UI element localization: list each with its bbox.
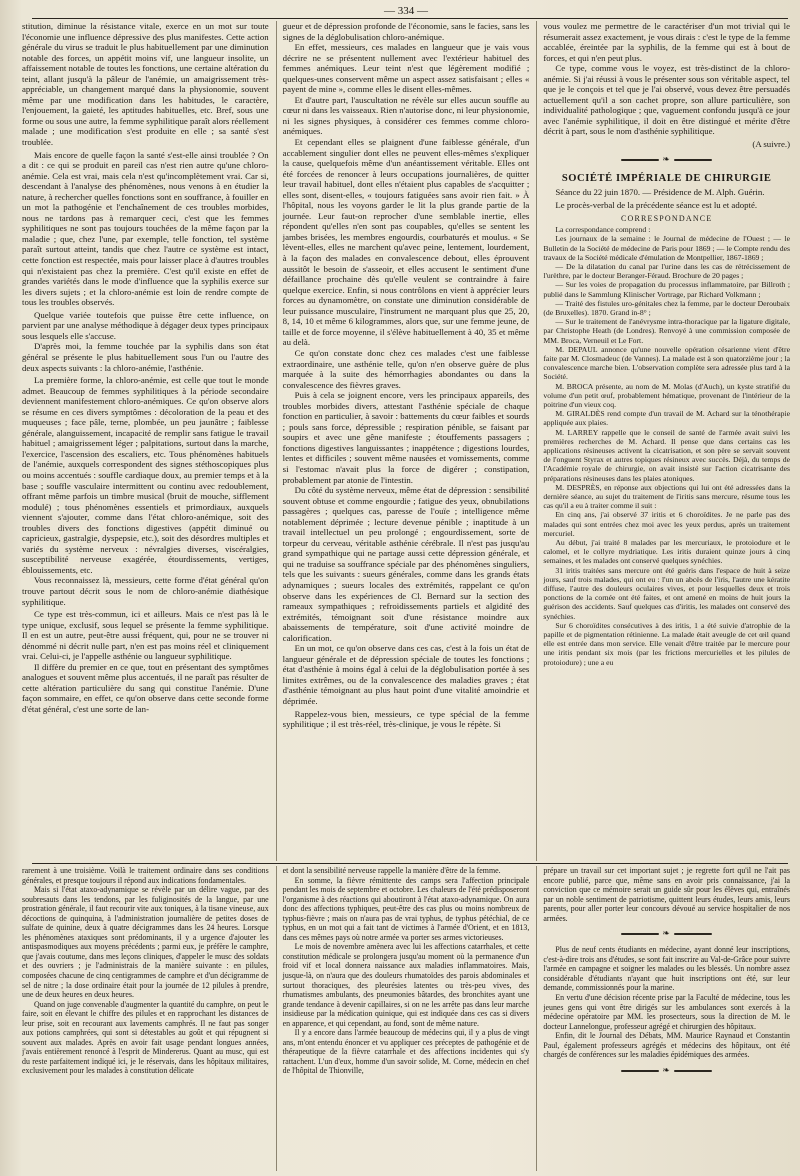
- ornament-icon: ❧: [662, 1065, 671, 1076]
- ornament-icon: ❧: [662, 155, 671, 166]
- section-divider: [543, 1064, 790, 1078]
- paragraph: vous voulez me permettre de le caractériser d'un mot trivial qui le résumerait assez exactement, je vous dirais : c'est le type de la femme accablée, éreintée par la syphilis, de la femme qui est à bout de forces, et qui n'en peut plus.: [543, 21, 791, 63]
- minutes-line: Le procès-verbal de la précédente séance est lu et adopté.: [555, 199, 758, 210]
- paragraph: Ce type est très-commun, ici et ailleurs. Mais ce n'est pas là le type unique, exclusif, sous lequel se présente la femme syphilitique. Il en est un autre, peut-être aussi fréquent, qui, pour ne se trouver ni dénommé ni décrit nulle part, n'en est pas moins réel et cliniquement vrai. Celui-ci, je l'appelle asthénie ou langueur syphilitique.: [22, 609, 269, 662]
- correspondence-item: — Traité des fistules uro-génitales chez la femme, par le docteur Deroubaix (de Bruxelles). 1870. Grand in-8° ;: [543, 298, 791, 317]
- paragraph: Plus de neuf cents étudiants en médecine, ayant donné leur inscriptions, c'est-à-dire trois ans d'études, se sont fait inscrire au Val-de-Grâce pour suivre l'armée en campagne et soigner les malades ou les blessés. Un nombre assez considérable d'étudiants n'ayant que huit inscriptions ont été, sur leur demande, commissionnés pour la marine.: [543, 945, 791, 993]
- paragraph: Il diffère du premier en ce que, tout en présentant des symptômes analogues et souvent même plus accentués, il ne paraît pas résulter de cette altération particulière du sang qui constitue l'anémie. D'une façon sommaire, en effet, ce qu'on observe dans cette seconde forme d'état général, c'est une sorte de lan-: [22, 661, 269, 714]
- paragraph: D'après moi, la femme touchée par la syphilis dans son état général se présente le plus habituellement sous l'un ou l'autre des deux aspects suivants : la chloro-anémie, l'asthénie.: [22, 341, 269, 373]
- bottom-section: [22, 866, 790, 1171]
- paragraph: En vertu d'une décision récente prise par la Faculté de médecine, tous les jeunes gens qui vont être dirigés sur les ambulances sont exercés à la médecine opératoire par MM. les prosecteurs, sous la direction de M. le docteur Lannelongue, professeur agrégé et chirurgien des hôpitaux.: [543, 993, 791, 1031]
- correspondence-item: Les journaux de la semaine : le Journal de médecine de l'Ouest ; — le Bulletin de la Société de médecine de Paris pour 1869 ; — le Compte rendu des travaux de la Société médicale d'émulation de Montpellier, 1867-1869 ;: [543, 234, 791, 262]
- society-title: SOCIÉTÉ IMPÉRIALE DE CHIRURGIE: [561, 173, 772, 185]
- paragraph: et dont la sensibilité nerveuse rappelle la manière d'être de la femme.: [282, 866, 501, 875]
- column-left: [22, 21, 269, 861]
- ornament-icon: ❧: [662, 929, 671, 940]
- correspondence-item: 31 iritis traitées sans mercure ont été guéris dans l'espace de huit à seize jours, sauf trois malades, qui ont eu : l'un un abcès de l'iris, l'autre une kératite diffuse, l'autre des douleurs oculaires vives, et pour lesquelles deux et trois ponctions de la cornée ont été faites, et ont amené en moins de huit jours la guérison des accidents. Sauf quelques cas d'iritis, les malades ont conservé des synéchies.: [543, 565, 791, 621]
- paragraph: gueur et de dépression profonde de l'économie, sans le facies, sans les signes de la déglobulisation chloro-anémique.: [282, 21, 530, 42]
- correspondence-heading: CORRESPONDANCE: [620, 214, 713, 224]
- correspondence-item: M. DESPRÈS, en réponse aux objections qui lui ont été adressées dans la dernière séance, au sujet du traitement de l'iritis sans mercure, résume tous les cas qu'il a eu à traiter comme il suit :: [543, 482, 791, 511]
- paragraph: Il y a encore dans l'armée beaucoup de médecins qui, il y a plus de vingt ans, m'ont entendu énoncer et vu appliquer ces préceptes de pathogénie et de thérapeutique de la fièvre catarrhale et des affections incidentes qui s'y rattachent. L'un d'eux, homme d'un savoir solide, M. Corne, médecin en chef de l'hôpital de Thionville,: [282, 1028, 530, 1076]
- paragraph: Rappelez-vous bien, messieurs, ce type spécial de la femme syphilitique ; il est très-réel, très-clinique, je vous le répète. Si: [282, 708, 530, 730]
- paragraph: stitution, diminue la résistance vitale, exerce en un mot sur toute l'économie une influence dépressive des plus manifestes. Cette action générale du virus se traduit le plus habituellement par une diminution notable des forces, un appétit moins vif, une langueur insolite, un affaissement notable de toutes les fonctions, une certaine altération du teint, allant jusqu'à la pâleur de l'anémie, un amaigrissement très-appréciable, un changement marqué dans la physionomie, souvent même par une modification dans les habitudes, le caractère, l'enjouement, la gaieté, les aptitudes habituelles, etc. Bref, sous une forme ou sous une autre, la femme syphilitique paraît alors réellement malade ; une modification s'est produite en elle ; sa santé s'est troublée.: [22, 21, 269, 148]
- session-line: Séance du 22 juin 1870. — Présidence de M. Alph. Guérin.: [555, 187, 765, 198]
- paragraph: La première forme, la chloro-anémie, est celle que tout le monde admet. Beaucoup de femmes syphilitiques à la période secondaire deviennent manifestement chloro-anémiques. Ce qu'on observe alors se résume en ces divers symptômes : décoloration de la peau et des muqueuses ; face pâle, terne, plombée, un peu jaunâtre ; faiblesse générale, alanguissement, incapacité de remplir sans fatigue le travail habituel ; amaigrissement léger ; palpitations, surtout dans la marche, l'exercice, l'ascension des escaliers, etc. Tous phénomènes habituels de l'anémie, auxquels correspondent des signes stéthoscopiques plus ou moins accentués : souffle cardiaque doux, au premier temps et à la base ; souffle vasculaire intermittent ou continu avec redoublement, offrant même parfois un timbre musical (bruit de mouche, sifflement modulé) ; tous phénomènes essentiels et primordiaux, auxquels viennent s'ajouter, comme dans l'état chloro-anémique, soit des troubles divers des fonctions digestives (appétit diminué ou capricieux, gastralgie, dyspepsie, etc.), soit des désordres multiples et variés du système nerveux : névralgies diverses, viscéralgies, susceptibilité nerveuse exagérée, étourdissements, vertiges, éblouissements, etc.: [22, 375, 269, 575]
- paragraph: En effet, messieurs, ces malades en langueur que je vais vous décrire ne se présentent nullement avec l'extérieur habituel des femmes anémiques. Leur teint n'est que légèrement modifié ; quelques-unes conservent même un aspect assez satisfaisant ; elles « payent de mine », comme elles le disent elles-mêmes.: [282, 42, 530, 95]
- section-divider: [543, 153, 790, 167]
- correspondence-item: Au début, j'ai traité 8 malades par les mercuriaux, le protoiodure et le calomel, et le collyre mydriatique. Les iritis duraient quinze jours à cinq semaines, et les malades ont conservé quelques synéchies.: [543, 538, 791, 566]
- bottom-column-middle: [276, 866, 530, 1171]
- correspondence-item: La correspondance comprend :: [555, 225, 651, 235]
- paragraph: Quand on juge convenable d'augmenter la quantité du camphre, on peut le faire, soit en élevant le chiffre des pilules et en rapprochant les distances de leur prise, soit en recourant aux lavements camphrés. Il ne faut pas songer aux potions camphrées, qui sont si détestables au goût et qui répugnent si souvent aux malades. Après en avoir fait usage pendant longues années, j'avais entièrement renoncé à l'esprit de Mindererus. Quant au musc, qui est du reste parfaitement indiqué ici, je le réservais, dans les hôpitaux militaires, exclusivement pour les malades à constitution délicate: [22, 999, 269, 1076]
- correspondence-item: — Sur le traitement de l'anévrysme intra-thoracique par la ligature digitale, par Christophe Heath (de Londres). Renvoyé à une commission composée de MM. Broca, Verneuil et Le Fort.: [543, 317, 791, 345]
- paragraph: Ce type, comme vous le voyez, est très-distinct de la chloro-anémie. Si j'ai réussi à vous le présenter sous son véritable aspect, tel que je le conçois et tel que je l'ai observé, vous devez être persuadés actuellement qu'il a son cachet propre, son allure particulière, son individualité pathologique ; que, vaguement confondu jusqu'à ce jour avec l'anémie syphilitique, il doit en être distingué et mérite d'être décrit à part, sous le nom d'asthénie syphilitique.: [543, 63, 791, 137]
- paragraph: En un mot, ce qu'on observe dans ces cas, c'est à la fois un état de langueur générale et de dépression spéciale de toutes les fonctions ; état d'asthénie à moins égal à celui de la déglobulisation portée à ses limites extrêmes, ou de la convalescence des maladies graves ; état d'asthénie témoignant au plus haut point d'une vitalité amoindrie et déprimée.: [282, 643, 530, 706]
- section-divider: [543, 927, 790, 941]
- paragraph: Mais si l'état ataxo-adynamique se révèle par un délire vague, par des soubresauts dans les tendons, par les fuliginosités de la langue, par une prostration générale, il faut recourir vite aux toniques, à la tisane vineuse, aux décoctions de quinquina, à l'administration journalière de petites doses de sulfate de quinine, deux à quatre décigrammes dans les 24 heures. Lorsque les phénomènes ataxiques sont prédominants, il y a urgence d'ajouter les antispasmodiques aux moyens précédents ; parmi eux, je préfère le camphre, que j'avais coutume, dans mes leçons cliniques, d'appeler le musc des soldats et des ouvriers ; je l'administrais de la manière suivante : en pilules, composées chacune de cinq centigrammes de camphre et d'un décigramme de sel de nitre ; la dose ordinaire était pour la journée de 12 pilules à prendre, une de deux heures en deux heures.: [22, 885, 269, 1000]
- paragraph: Du côté du système nerveux, même état de dépression : sensibilité souvent obtuse et comme engourdie ; fatigue des yeux, obnubilations passagères ; quelques cas, paresse de l'ouïe ; intelligence même notablement déprimée ; lecture devenue pénible ; inaptitude à un travail intellectuel un peu prolongé ; engourdissement, sorte de torpeur du cerveau, véritable asthénie cérébrale. Il n'est pas jusqu'au grand sympathique qui ne partage aussi cette dépression générale, et qui ne traduise sa souffrance spéciale par des phénomènes singuliers, tels que les suivants : sueurs générales, comme dans les grands états adynamiques ; sueurs locales des extrémités, rappelant ce qu'on observe dans les expériences de Cl. Bernard sur la section des rameaux sympathiques ; refroidissements partiels et algidité des extrémités, témoignant soit d'une résistance moindre aux abaissements de température, soit d'une activité moindre de calorification.: [282, 485, 530, 643]
- correspondence-item: M. DEPAUL annonce qu'une nouvelle opération césarienne vient d'être faite par M. Closmadeuc (de Vannes). La malade est à son quatorzième jour ; la convalescence marche bien. L'observation complète sera adressée plus tard à la Société.: [543, 344, 791, 382]
- feuilleton-rule: [32, 863, 788, 864]
- paragraph: Quelque variée toutefois que puisse être cette influence, on parvient par une analyse méthodique à dégager deux types principaux sous lesquels elle s'accuse.: [22, 309, 269, 341]
- correspondence-item: En cinq ans, j'ai observé 37 iritis et 6 choroïdites. Je ne parle pas des malades qui sont entrées chez moi avec les yeux perdus, après un traitement mercuriel.: [543, 510, 791, 538]
- paragraph: Enfin, dit le Journal des Débats, MM. Maurice Raynaud et Constantin Paul, également professeurs agrégés et médecins des hôpitaux, ont été chargés de conférences sur les maladies épidémiques des armées.: [543, 1031, 791, 1060]
- header-rule: [32, 18, 788, 19]
- paragraph: rarement à une troisième. Voilà le traitement ordinaire dans ses conditions générales, et presque toujours il répond aux indications fondamentales.: [22, 866, 269, 885]
- paragraph: Ce qu'on constate donc chez ces malades c'est une faiblesse extraordinaire, une asthénie telle, qu'on n'en observe guère de plus marquée à la suite des hémorrhagies abondantes ou dans la convalescence des fièvres graves.: [282, 347, 530, 390]
- column-middle: [276, 21, 530, 861]
- correspondence-item: Sur 6 choroïdites consécutives à des iritis, 1 a été suivie d'atrophie de la papille et de pigmentation rétinienne. La malade était aveugle de cet œil quand elle est entrée dans mon service. Elle venait d'être traitée par le mercure pour une iritis pendant six mois (par les frictions mercurielles et les pilules de protoiodure) ; une a eu: [543, 620, 791, 667]
- bottom-column-right: [536, 866, 790, 1171]
- paragraph: Le mois de novembre amènera avec lui les affections catarrhales, et cette constitution médicale se prolongera jusqu'au moment où la permanence d'un froid vif et local donnera naissance aux maladies inflammatoires. Mais, jusque-là, on n'aura que des douleurs rhumatoïdes des parois abdominales et surtout thoraciques, des pleurésies latentes ou très-peu vives, des rhumatismes ambulants, des pneumonies bâtardes, des bronchites ayant une grande tendance à devenir capillaires, si on ne les arrête pas dans leur marche insidieuse par la médication quinique, qui est indiquée dans ces cas si divers en apparence, et qui cependant, au fond, sont de même nature.: [282, 942, 530, 1028]
- correspondence-item: M. BROCA présente, au nom de M. Molas (d'Auch), un kyste stratifié du volume d'un petit œuf, probablement hématique, provenant de l'intérieur de la poitrine d'un vieux coq.: [543, 381, 791, 409]
- top-section: [22, 21, 790, 861]
- correspondence-item: — De la dilatation du canal par l'urine dans les cas de rétrécissement de l'urèthre, par le docteur Beranger-Féraud. Brochure de 20 pages ;: [543, 261, 791, 281]
- paragraph: Et d'autre part, l'auscultation ne révèle sur elles aucun souffle au cœur ni dans les vaisseaux. Rien n'autorise donc, ni leur physionomie, ni les signes physiques, à considérer ces femmes comme chloro-anémiques.: [282, 94, 530, 137]
- column-right: [536, 21, 790, 861]
- bottom-column-left: [22, 866, 269, 1171]
- paragraph: Et cependant elles se plaignent d'une faiblesse générale, d'un accablement singulier dont elles ne peuvent elles-mêmes s'expliquer la cause, quelquefois même d'un anéantissement véritable. Elles ont été forcées de renoncer à leurs occupations journalières, de quitter leur travail habituel, dont elles n'étaient plus capables de s'acquitter ; elles sont, disent-elles, « toujours fatiguées sans avoir rien fait. » À l'hôpital, nous les voyons garder le lit la plus grande partie de la journée. Leur faut-on reprocher d'une semblable inertie, elles répondent qu'elles n'en sont pas coupables, qu'elles se sentent les jambes brisées, les membres engourdis, courbaturés et moulus. « Se lèvent-elles, elles ne marchent qu'avec peine, lentement, lourdement, à la façon des malades en convalescence debout, elles éprouvent aussitôt le besoin de s'asseoir, et elles accusent le sentiment d'une défaillance prochaine dès qu'elle veulent se contraindre à faire quelque exercice. Enfin, si nous contrôlons en vient à apprécier leurs forces au dynamomètre, on constate une diminution considérable de leur puissance musculaire, l'instrument ne marquant plus que 25, 20, 8, 14, 10 et même 6 kilogrammes, alors que, sur une femme jeune, de taille et de force moyenne, il s'élève habituellement à 40, 35 et même au delà.: [282, 137, 530, 348]
- paragraph: Mais encore de quelle façon la santé s'est-elle ainsi troublée ? On a dit : ce qui se produit en pareil cas n'est rien autre qu'une chloro-anémie. Cela est vrai, mais cela n'est qu'incomplètement vrai. Car si, descendant à l'analyse des phénomènes, nous venons à en étudier la nature, à rechercher quelles fonctions sont en souffrance, à fouiller en un mot la pathogénie et l'enchaînement de ces troubles morbides, nous ne tardons pas à remarquer ceci, c'est que les femmes syphilitiques ne sont pas toujours touchées de la même façon par la maladie ; que, chez l'une, par exemple, telle fonction, tel système paraît surtout atteint, tandis que chez l'autre ce système est intact, cette fonction est respectée, mais pour laisser place à d'autres troubles qui n'existaient pas chez la première. C'est qu'il existe en effet de grandes variétés dans le mode d'influence que la syphilis exerce sur les divers sujets ; et la chloro-anémie est loin de rendre compte de tous les troubles observés.: [22, 149, 269, 308]
- page-number: — 334 —: [384, 5, 428, 17]
- correspondence-item: M. GIRALDÈS rend compte d'un travail de M. Achard sur la ténothérapie appliquée aux plaies.: [543, 409, 791, 428]
- to-be-continued: (A suivre.): [752, 139, 791, 150]
- correspondence-item: M. LARREY rappelle que le conseil de santé de l'armée avait suivi les premières recherches de M. Achard. Il pense que dans certains cas les applications résineuses activent la cicatrisation, et son père se servait souvent de l'onguent Styrax et autres topiques résineux avec succès. Déjà, du temps de l'Académie royale de chirurgie, on avait insisté sur l'action cicatrisante des préparations résineuses dans les plaies atoniques.: [543, 427, 791, 483]
- paragraph: Vous reconnaissez là, messieurs, cette forme d'état général qu'on trouve partout décrit sous le nom de chloro-anémie diathésique syphilitique.: [22, 575, 269, 607]
- paragraph: Puis à cela se joignent encore, vers les principaux appareils, des troubles morbides divers, attestant l'asthénie spéciale de chaque fonction en particulier, à savoir : battements du cœur faibles et sourds ; pouls sans force, dépressible ; respiration pénible, se faisant par soupirs et avec une gêne manifeste ; étouffements passagers ; fonctions digestives languissantes ; inappétence ; digestions lourdes, lentes et difficiles ; souvent même nausées et vomissements, comme si l'estomac n'avait plus la force de digérer ; constipation, probablement par atonie de l'intestin.: [282, 390, 530, 485]
- correspondence-item: — Sur les voies de propagation du processus inflammatoire, par Billroth ; publié dans le Sammlung Klinischer Vortrage, par Richard Volkmann ;: [543, 280, 791, 299]
- paragraph: En somme, la fièvre rémittente des camps sera l'affection principale pendant les mois de septembre et octobre. Les chaleurs de l'été prédisposeront l'organisme à des réactions qui aboutiront à l'état ataxo-adynamique. On aura donc des affections typhiques, peut-être des cas plus ou moins nombreux de typhus-fièvre ; mais on n'aura pas de vrai typhus, de typhus pétéchial, de ce typhus, en un mot qui a fait tant de victimes à l'armée d'Orient, et en 1813, dans ces mêmes pays où notre armée va porter ses armes victorieuses.: [282, 875, 530, 942]
- paragraph: prépare un travail sur cet important sujet ; je regrette fort qu'il ne l'ait pas encore publié, parce que, même sans en avoir pris connaissance, j'ai la conviction que ce mémoire serait un guide sûr pour les élèves qui, entraînés par un noble sentiment de patriotisme, quittent leurs études, leurs amis, leurs parents, pour aller porter leur concours dévoué au service hospitalier de nos armées.: [543, 866, 791, 923]
